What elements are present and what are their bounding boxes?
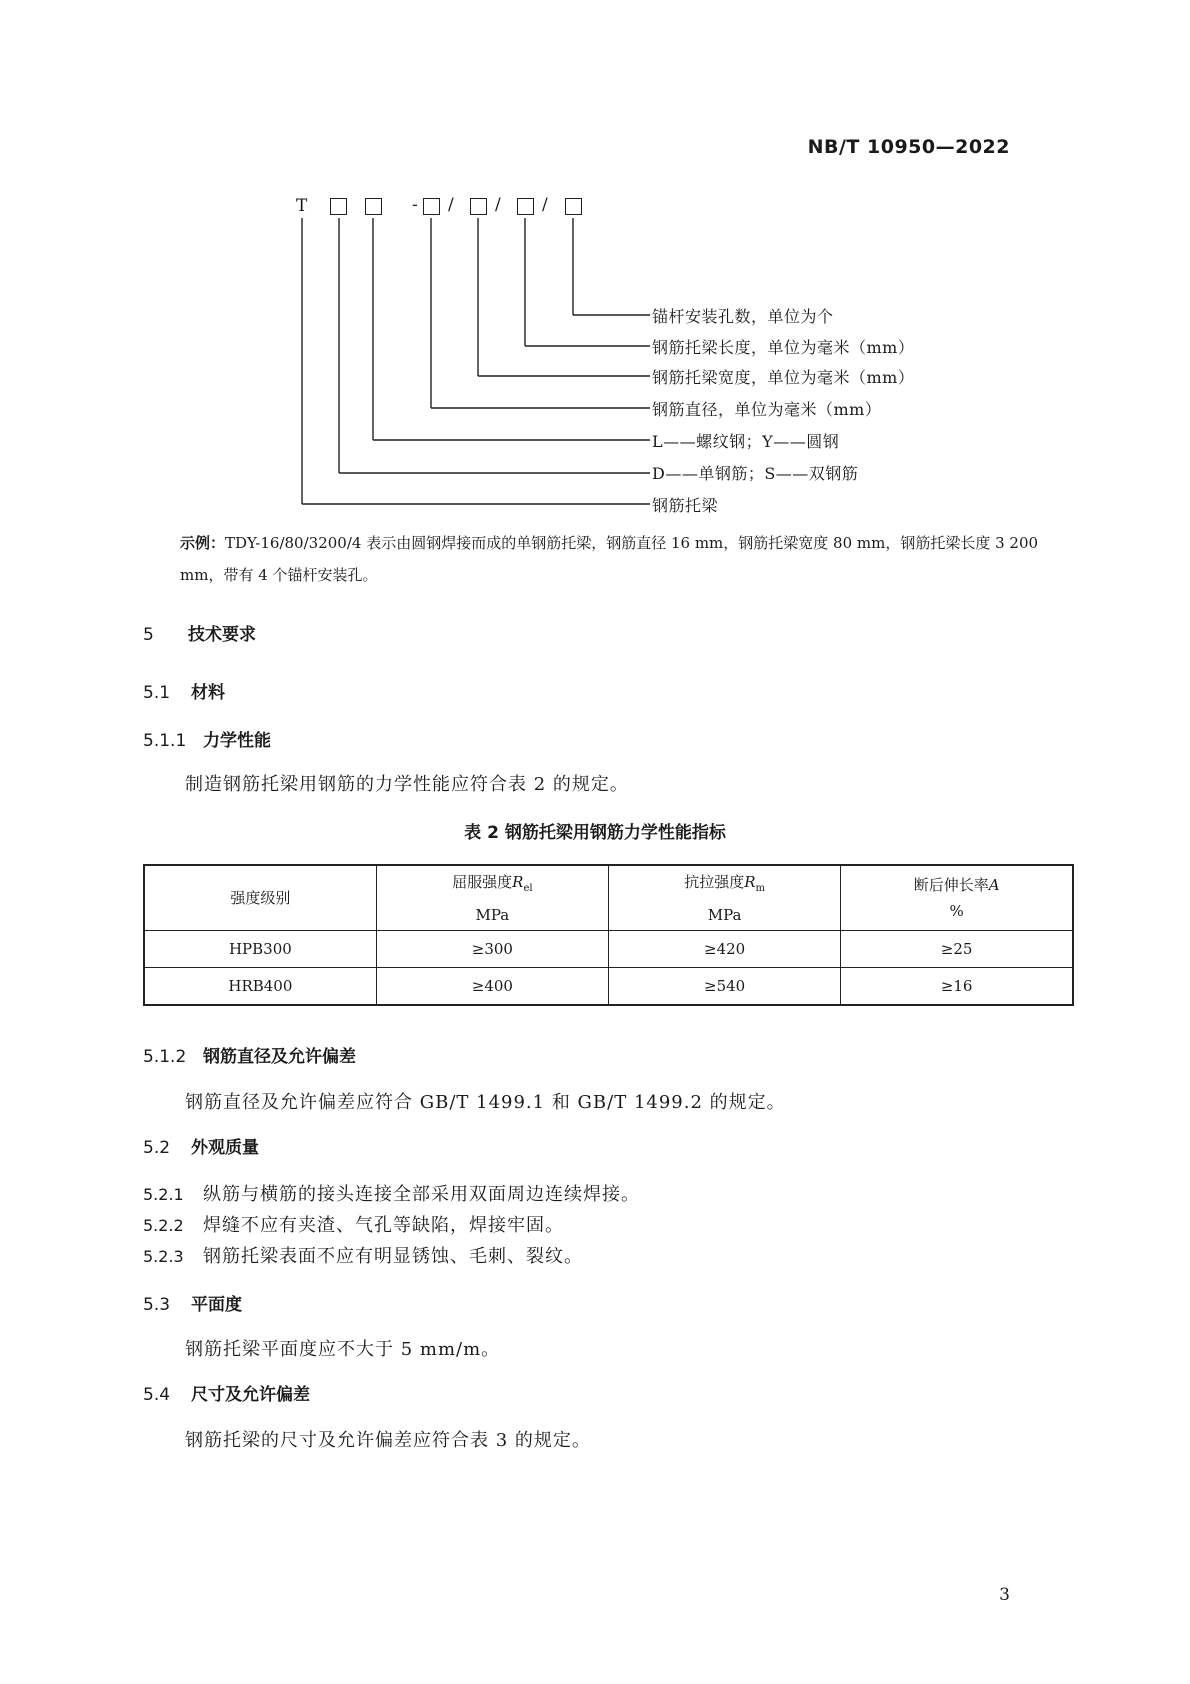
- section-number: 5.1.1: [143, 731, 187, 751]
- designation-slash-2: /: [495, 195, 501, 215]
- section-5-1-2-body: 钢筋直径及允许偏差应符合 GB/T 1499.1 和 GB/T 1499.2 的规定。: [185, 1092, 786, 1113]
- cell-grade: HRB400: [144, 968, 376, 1006]
- section-5-2-heading: [143, 1133, 259, 1158]
- standard-code: NB/T 10950—2022: [807, 136, 1010, 158]
- header-tensile-subscript: m: [755, 882, 766, 894]
- section-5-3-body: 钢筋托梁平面度应不大于 5 mm/m。: [185, 1339, 501, 1360]
- clause-number: 5.2.1: [143, 1185, 184, 1204]
- clause-5-2-2: [143, 1211, 564, 1237]
- header-tensile-symbol: R: [744, 872, 756, 891]
- page-number: 3: [999, 1585, 1010, 1605]
- section-number: 5.1: [143, 683, 171, 703]
- section-title: 材料: [191, 683, 225, 703]
- section-5-1-1-body: 制造钢筋托梁用钢筋的力学性能应符合表 2 的规定。: [185, 774, 629, 795]
- designation-slash-3: /: [542, 195, 548, 215]
- header-elong-symbol: A: [988, 876, 1000, 894]
- table-header-row: [144, 865, 1073, 931]
- diagram-label-product: 钢筋托梁: [652, 496, 719, 515]
- cell-tensile: ≥420: [609, 931, 841, 968]
- section-5-heading: [143, 620, 256, 645]
- section-title: 技术要求: [188, 625, 256, 645]
- header-yield-strength: [376, 865, 608, 931]
- designation-dash: -: [412, 195, 418, 215]
- table-2: [143, 864, 1074, 1006]
- cell-elongation: ≥25: [841, 931, 1073, 968]
- designation-diagram: [0, 0, 1190, 520]
- header-elongation: [841, 865, 1073, 931]
- designation-leader-lines: [0, 0, 1190, 520]
- section-5-4-heading: [143, 1380, 310, 1405]
- header-yield-unit: MPa: [475, 905, 510, 924]
- section-5-1-heading: [143, 678, 225, 703]
- section-number: 5.4: [143, 1385, 171, 1405]
- designation-prefix: T: [296, 196, 308, 216]
- header-elong-name: 断后伸长率: [913, 876, 989, 894]
- diagram-label-length: 钢筋托梁长度，单位为毫米（mm）: [652, 338, 915, 357]
- table-row: [144, 931, 1073, 968]
- cell-yield: ≥300: [376, 931, 608, 968]
- table-row: [144, 968, 1073, 1006]
- clause-number: 5.2.2: [143, 1216, 184, 1235]
- cell-tensile: ≥540: [609, 968, 841, 1006]
- table-2-caption: 表 2 钢筋托梁用钢筋力学性能指标: [464, 823, 726, 843]
- header-tensile-name: 抗拉强度: [684, 872, 745, 891]
- section-5-1-2-heading: [143, 1042, 356, 1067]
- section-5-3-heading: [143, 1290, 242, 1315]
- clause-text: 钢筋托梁表面不应有明显锈蚀、毛刺、裂纹。: [203, 1246, 583, 1267]
- diagram-label-diameter: 钢筋直径，单位为毫米（mm）: [652, 400, 882, 419]
- section-title: 平面度: [191, 1295, 242, 1315]
- cell-elongation: ≥16: [841, 968, 1073, 1006]
- designation-slash-1: /: [448, 195, 454, 215]
- header-tensile-unit: MPa: [707, 905, 742, 924]
- diagram-label-anchor-holes: 锚杆安装孔数，单位为个: [652, 307, 834, 326]
- section-title: 力学性能: [203, 731, 271, 751]
- section-title: 外观质量: [191, 1138, 259, 1158]
- example-label: 示例：: [180, 534, 226, 552]
- clause-number: 5.2.3: [143, 1247, 184, 1266]
- header-yield-name: 屈服强度: [452, 872, 513, 891]
- section-number: 5.3: [143, 1295, 171, 1315]
- clause-text: 焊缝不应有夹渣、气孔等缺陷，焊接牢固。: [203, 1215, 564, 1236]
- header-grade: 强度级别: [144, 865, 376, 931]
- example-note: [180, 527, 1080, 591]
- header-yield-symbol: R: [512, 872, 524, 891]
- header-elong-unit: %: [949, 902, 964, 920]
- diagram-label-width: 钢筋托梁宽度，单位为毫米（mm）: [652, 368, 915, 387]
- section-number: 5: [143, 625, 154, 645]
- cell-yield: ≥400: [376, 968, 608, 1006]
- diagram-label-bar-count: D——单钢筋；S——双钢筋: [652, 464, 859, 483]
- section-title: 钢筋直径及允许偏差: [203, 1047, 356, 1067]
- clause-5-2-1: [143, 1180, 640, 1206]
- header-tensile-strength: [609, 865, 841, 931]
- section-title: 尺寸及允许偏差: [191, 1385, 310, 1405]
- clause-5-2-3: [143, 1242, 583, 1268]
- clause-text: 纵筋与横筋的接头连接全部采用双面周边连续焊接。: [203, 1184, 640, 1205]
- section-5-1-1-heading: [143, 726, 271, 751]
- section-number: 5.2: [143, 1138, 171, 1158]
- header-yield-subscript: el: [523, 882, 533, 894]
- diagram-label-steel-type: L——螺纹钢；Y——圆钢: [652, 432, 840, 451]
- section-5-4-body: 钢筋托梁的尺寸及允许偏差应符合表 3 的规定。: [185, 1430, 591, 1451]
- cell-grade: HPB300: [144, 931, 376, 968]
- example-text: TDY-16/80/3200/4 表示由圆钢焊接而成的单钢筋托梁，钢筋直径 16 mm，钢筋托梁宽度 80 mm，钢筋托梁长度 3 200 mm，带有 4 个锚杆安装孔。: [180, 534, 1039, 584]
- section-number: 5.1.2: [143, 1047, 187, 1067]
